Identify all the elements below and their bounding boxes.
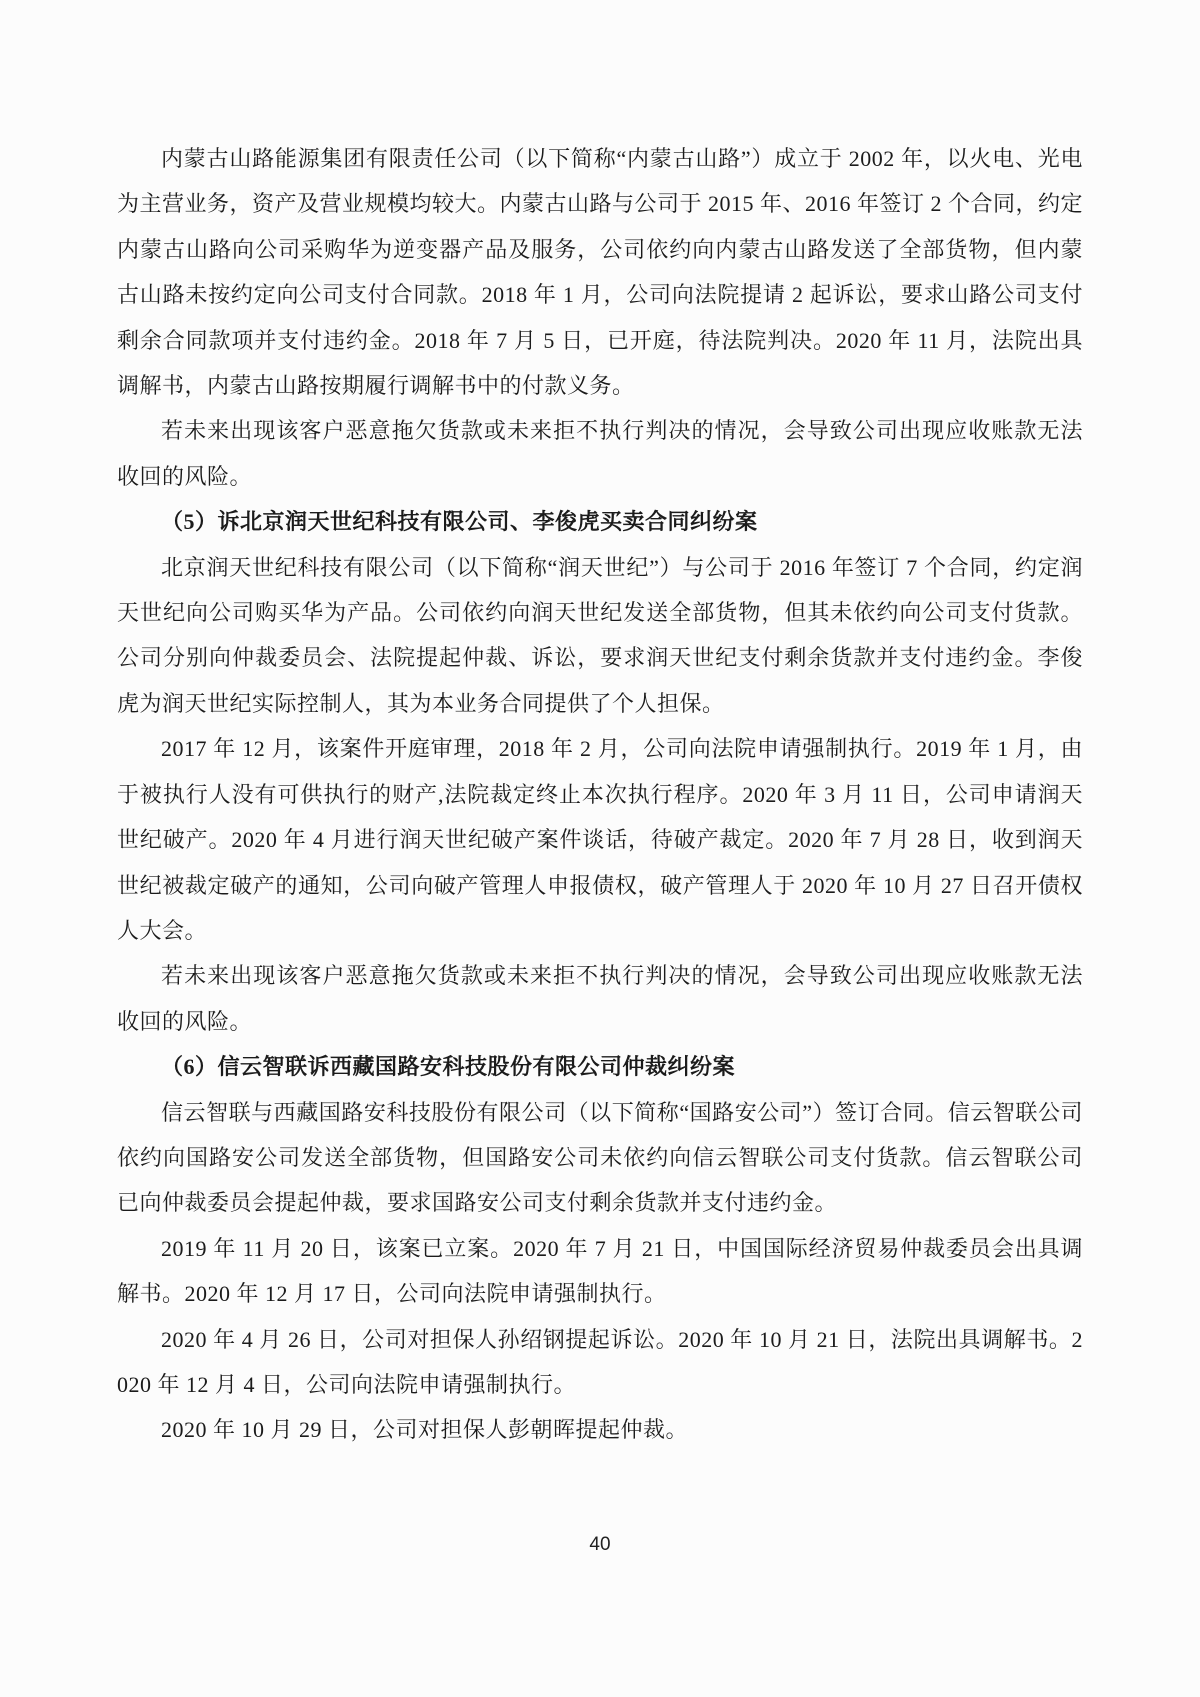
paragraph: 内蒙古山路能源集团有限责任公司（以下简称“内蒙古山路”）成立于 2002 年，以火电、光电为主营业务，资产及营业规模均较大。内蒙古山路与公司于 2015 年、2016 年签订 2 个合同，约定内蒙古山路向公司采购华为逆变器产品及服务，公司依约向内蒙古山路发送了全部货物，但内蒙古山路未按约定向公司支付合同款。2018 年 1 月，公司向法院提请 2 起诉讼，要求山路公司支付剩余合同款项并支付违约金。2018 年 7 月 5 日，已开庭，待法院判决。2020 年 11 月，法院出具调解书，内蒙古山路按期履行调解书中的付款义务。 [117,146,1084,399]
paragraph: 2017 年 12 月，该案件开庭审理，2018 年 2 月，公司向法院申请强制执行。2019 年 1 月，由于被执行人没有可供执行的财产,法院裁定终止本次执行程序。2020 年 3 月 11 日，公司申请润天世纪破产。2020 年 4 月进行润天世纪破产案件谈话，待破产裁定。2020 年 7 月 28 日，收到润天世纪被裁定破产的通知，公司向破产管理人申报债权，破产管理人于 2020 年 10 月 27 日召开债权人大会。 [117,736,1083,943]
page-footer [0,1534,1200,1556]
section-heading: （5）诉北京润天世纪科技有限公司、李俊虎买卖合同纠纷案 [161,509,758,535]
page-body [117,136,1083,1453]
section-heading: （6）信云智联诉西藏国路安科技股份有限公司仲裁纠纷案 [161,1054,736,1080]
page-number: 40 [589,1534,611,1555]
paragraph: 北京润天世纪科技有限公司（以下简称“润天世纪”）与公司于 2016 年签订 7 个合同，约定润天世纪向公司购买华为产品。公司依约向润天世纪发送全部货物，但其未依约向公司支付货款。公司分别向仲裁委员会、法院提起仲裁、诉讼，要求润天世纪支付剩余货款并支付违约金。李俊虎为润天世纪实际控制人，其为本业务合同提供了个人担保。 [117,554,1083,716]
paragraph: 若未来出现该客户恶意拖欠货款或未来拒不执行判决的情况，会导致公司出现应收账款无法收回的风险。 [117,963,1083,1034]
paragraph: 2020 年 4 月 26 日，公司对担保人孙绍钢提起诉讼。2020 年 10 月 21 日，法院出具调解书。2020 年 12 月 4 日，公司向法院申请强制执行。 [117,1326,1083,1397]
paragraph: 2019 年 11 月 20 日，该案已立案。2020 年 7 月 21 日，中国国际经济贸易仲裁委员会出具调解书。2020 年 12 月 17 日，公司向法院申请强制执行。 [117,1235,1083,1307]
paragraph: 若未来出现该客户恶意拖欠货款或未来拒不执行判决的情况，会导致公司出现应收账款无法收回的风险。 [117,418,1083,489]
paragraph: 2020 年 10 月 29 日，公司对担保人彭朝晖提起仲裁。 [161,1417,689,1443]
paragraph: 信云智联与西藏国路安科技股份有限公司（以下简称“国路安公司”）签订合同。信云智联公司依约向国路安公司发送全部货物，但国路安公司未依约向信云智联公司支付货款。信云智联公司已向仲裁委员会提起仲裁，要求国路安公司支付剩余货款并支付违约金。 [117,1099,1083,1216]
